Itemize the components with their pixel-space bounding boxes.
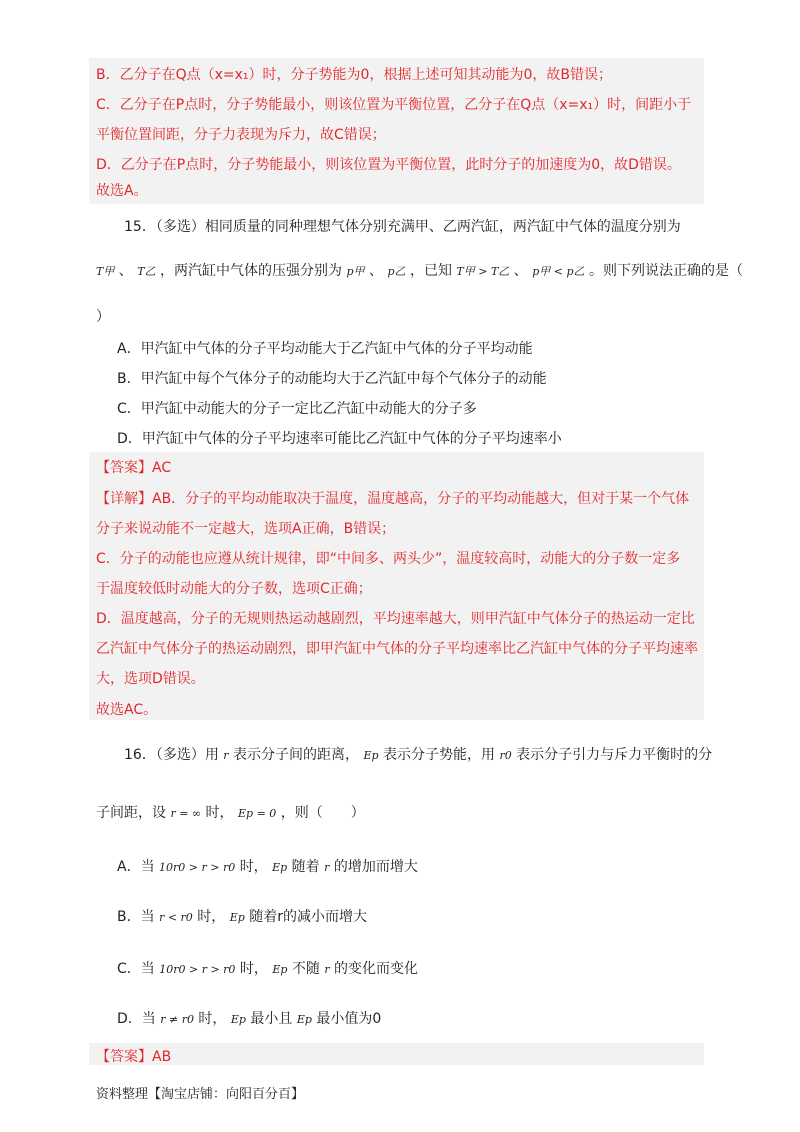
q16-option-a xyxy=(117,856,418,876)
q16-d-pre: D．当 xyxy=(117,1011,156,1027)
q16-c-cond: 10r0 > r > r0 xyxy=(159,963,236,976)
explanation-d: D．乙分子在P点时，分子势能最小，则该位置为平衡位置，此时分子的加速度为0，故D错误。 xyxy=(96,157,681,173)
q16-b-pre: B．当 xyxy=(117,909,155,925)
q15-option-b: B．甲汽缸中每个气体分子的动能均大于乙汽缸中每个气体分子的动能 xyxy=(117,371,547,387)
q16-answer-block xyxy=(89,1043,704,1065)
q16-b-end: 随着r的减小而增大 xyxy=(249,909,367,925)
q16-var-r0: r0 xyxy=(499,749,512,762)
explanation-c-line1: C．乙分子在P点时，分子势能最小，则该位置为平衡位置，乙分子在Q点（x=x₁）时，间距小于 xyxy=(96,97,692,113)
q16-stem-b: 表示分子间的距离， xyxy=(233,747,359,763)
q16-a-end: 的增加而增大 xyxy=(333,859,418,875)
q16-stem-e: 子间距，设 xyxy=(96,805,166,821)
q16-a-mid: 时， xyxy=(239,859,268,875)
q16-d-cond: r ≠ r0 xyxy=(160,1013,194,1026)
q15-p-jia: p甲 xyxy=(346,265,365,278)
q15-stem-line1: 15．（多选）相同质量的同种理想气体分别充满甲、乙两汽缸，两汽缸中气体的温度分别为 xyxy=(124,219,681,235)
q16-d-ep: Ep xyxy=(230,1013,246,1026)
page-footer: 资料整理【淘宝店铺：向阳百分百】 xyxy=(96,1087,305,1102)
q15-stem-close: ） xyxy=(96,309,110,325)
q16-stem-a: 16．（多选）用 xyxy=(124,747,219,763)
q15-detail-3: C．分子的动能也应遵从统计规律，即“中间多、两头少”，温度较高时，动能大的分子数一定多 xyxy=(96,551,681,567)
q15-option-a: A．甲汽缸中气体的分子平均动能大于乙汽缸中气体的分子平均动能 xyxy=(117,341,533,357)
q16-stem-c: 表示分子势能，用 xyxy=(382,747,495,763)
q16-stem-line1 xyxy=(124,744,712,764)
q16-c-ep: Ep xyxy=(272,963,288,976)
q15-detail-7: 大，选项D错误。 xyxy=(96,671,205,687)
q15-answer: 【答案】AC xyxy=(96,460,172,476)
q16-answer: 【答案】AB xyxy=(96,1049,172,1065)
q16-stem-line2 xyxy=(96,802,365,822)
q15-stem-line2: T甲 、 T乙 ，两汽缸中气体的压强分别为 p甲 、 p乙 ，已知 T甲 > T乙 、 p甲 < p乙 。则下列说法正确的是（ xyxy=(96,263,743,279)
q15-t-yi: T乙 xyxy=(137,265,156,278)
q16-d-ep2: Ep xyxy=(296,1013,312,1026)
q16-option-c xyxy=(117,958,418,978)
q16-b-ep: Ep xyxy=(229,911,245,924)
q16-d-mid2: 最小且 xyxy=(250,1011,293,1027)
q16-var-r: r xyxy=(223,749,229,762)
q16-option-d xyxy=(117,1008,381,1028)
q15-detail-4: 于温度较低时动能大的分子数，选项C正确； xyxy=(96,581,372,597)
q16-cond-ep0: Ep = 0 xyxy=(238,807,277,820)
q16-c-mid2: 不随 xyxy=(291,961,320,977)
q16-stem-f: 时， xyxy=(205,805,234,821)
q15-detail-1: 【详解】AB．分子的平均动能取决于温度，温度越高，分子的平均动能越大，但对于某一个气体 xyxy=(96,491,690,507)
q15-detail-8: 故选AC。 xyxy=(96,702,158,718)
q16-b-cond: r < r0 xyxy=(159,911,193,924)
q16-option-b xyxy=(117,906,367,926)
q15-detail-5: D．温度越高，分子的无规则热运动越剧烈，平均速率越大，则甲汽缸中气体分子的热运动一定比 xyxy=(96,611,695,627)
q15-cond2: p甲 < p乙 xyxy=(532,265,585,278)
q16-cond-inf: r = ∞ xyxy=(170,807,202,820)
q16-a-mid2: 随着 xyxy=(291,859,320,875)
q15-option-d: D．甲汽缸中气体的分子平均速率可能比乙汽缸中气体的分子平均速率小 xyxy=(117,431,562,447)
q16-a-ep: Ep xyxy=(272,861,288,874)
q15-option-c: C．甲汽缸中动能大的分子一定比乙汽缸中动能大的分子多 xyxy=(117,401,477,417)
q16-c-end: 的变化而变化 xyxy=(334,961,419,977)
q15-p-yi: p乙 xyxy=(387,265,406,278)
q15-cond1: T甲 > T乙 xyxy=(456,265,510,278)
q16-c-pre: C．当 xyxy=(117,961,155,977)
explanation-conclusion: 故选A。 xyxy=(96,183,148,199)
q16-c-mid: 时， xyxy=(239,961,268,977)
q15-detail-2: 分子来说动能不一定越大，选项A正确，B错误； xyxy=(96,521,396,537)
explanation-c-line2: 平衡位置间距，分子力表现为斥力，故C错误； xyxy=(96,127,386,143)
q16-d-mid: 时， xyxy=(198,1011,227,1027)
q16-stem-d: 表示分子引力与斥力平衡时的分 xyxy=(516,747,713,763)
q16-a-pre: A．当 xyxy=(117,859,155,875)
q15-stem-end: 。则下列说法正确的是（ xyxy=(588,263,743,279)
q16-c-r: r xyxy=(324,963,330,976)
q15-t-jia: T甲 xyxy=(96,265,115,278)
explanation-b: B．乙分子在Q点（x=x₁）时，分子势能为0，根据上述可知其动能为0，故B错误； xyxy=(96,67,612,83)
q16-a-cond: 10r0 > r > r0 xyxy=(159,861,236,874)
q16-a-r: r xyxy=(324,861,330,874)
q15-detail-6: 乙汽缸中气体分子的热运动剧烈，即甲汽缸中气体的分子平均速率比乙汽缸中气体的分子平均速率 xyxy=(96,641,698,657)
q16-d-end: 最小值为0 xyxy=(316,1011,382,1027)
q16-stem-g: ，则（ ） xyxy=(280,805,365,821)
q15-stem-mid2: ，已知 xyxy=(409,263,452,279)
q16-b-mid: 时， xyxy=(197,909,226,925)
q15-stem-mid1: ，两汽缸中气体的压强分别为 xyxy=(160,263,343,279)
q16-var-ep: Ep xyxy=(363,749,379,762)
